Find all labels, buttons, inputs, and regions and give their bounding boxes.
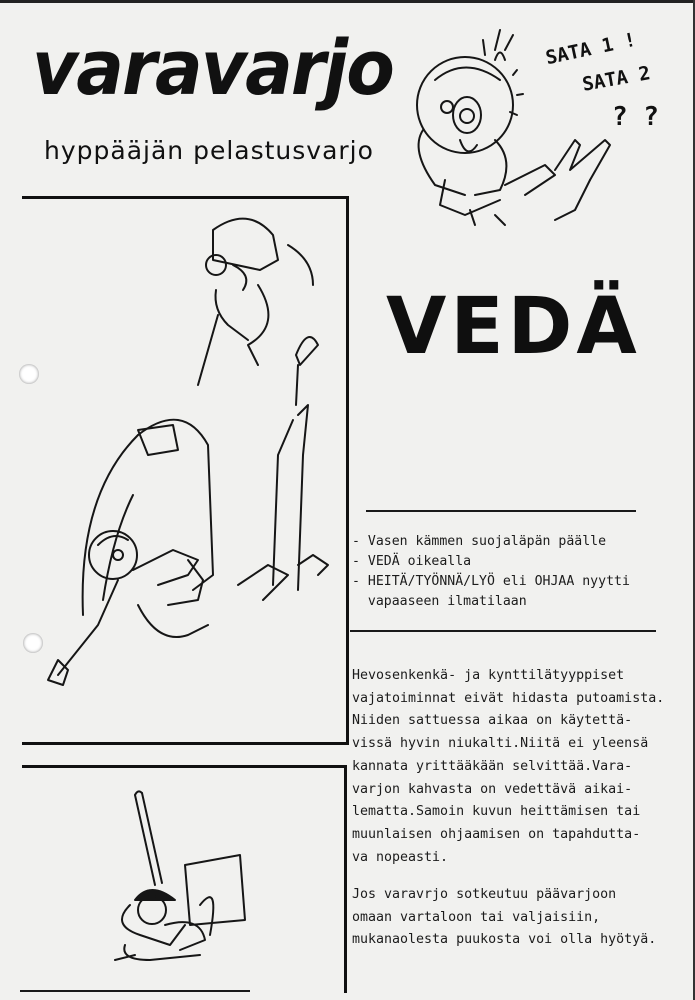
paragraph-line: vajatoiminnat eivät hidasta putoamista. [352,690,665,706]
page-top-edge [0,0,695,3]
knife-cutaway-illustration [110,785,330,975]
document-subtitle: hyppääjän pelastusvarjo [44,136,374,165]
instruction-item: - VEDÄ oikealla [352,554,472,569]
body-paragraph-1 [352,665,692,869]
instruction-list [352,532,682,612]
question-marks: ? ? [612,102,659,132]
paragraph-line: va nopeasti. [352,849,449,865]
speech-line-2: SATA 2 [580,62,653,96]
instruction-item: - Vasen kämmen suojaläpän päälle [352,534,607,549]
paragraph-line: varjon kahvasta on vedettävä aikai- [352,781,633,797]
instructions-bottom-rule [350,630,656,632]
paragraph-line: Niiden sattuessa aikaa on käytettä- [352,713,633,729]
body-paragraph-2 [352,884,692,952]
paragraph-line: vissä hyvin niukalti.Niitä ei yleensä [352,736,649,752]
paragraph-line: omaan vartaloon tai valjaisiin, [352,909,601,925]
speech-line-1: SATA 1 ! [543,28,638,70]
paragraph-line: mukanaolesta puukosta voi olla hyötyä. [352,932,657,948]
paragraph-line: Hevosenkenkä- ja kynttilätyyppiset [352,668,625,683]
instruction-item: vapaaseen ilmatilaan [352,594,527,609]
bottom-rule [20,990,250,992]
instruction-item: - HEITÄ/TYÖNNÄ/LYÖ eli OHJAA nyytti [352,574,630,589]
document-title: varavarjo [32,23,393,112]
paragraph-line: kannata yrittääkään selvittää.Vara- [352,758,633,774]
pull-heading: VEDÄ [386,282,641,372]
paragraph-line: muunlaisen ohjaamisen on tapahdutta- [352,826,641,842]
skydiver-reserve-illustration [38,205,338,705]
paragraph-line: lematta.Samoin kuvun heittämisen tai [352,804,641,820]
instructions-top-rule [366,510,636,512]
paragraph-line: Jos varavrjo sotkeutuu päävarjoon [352,887,617,902]
